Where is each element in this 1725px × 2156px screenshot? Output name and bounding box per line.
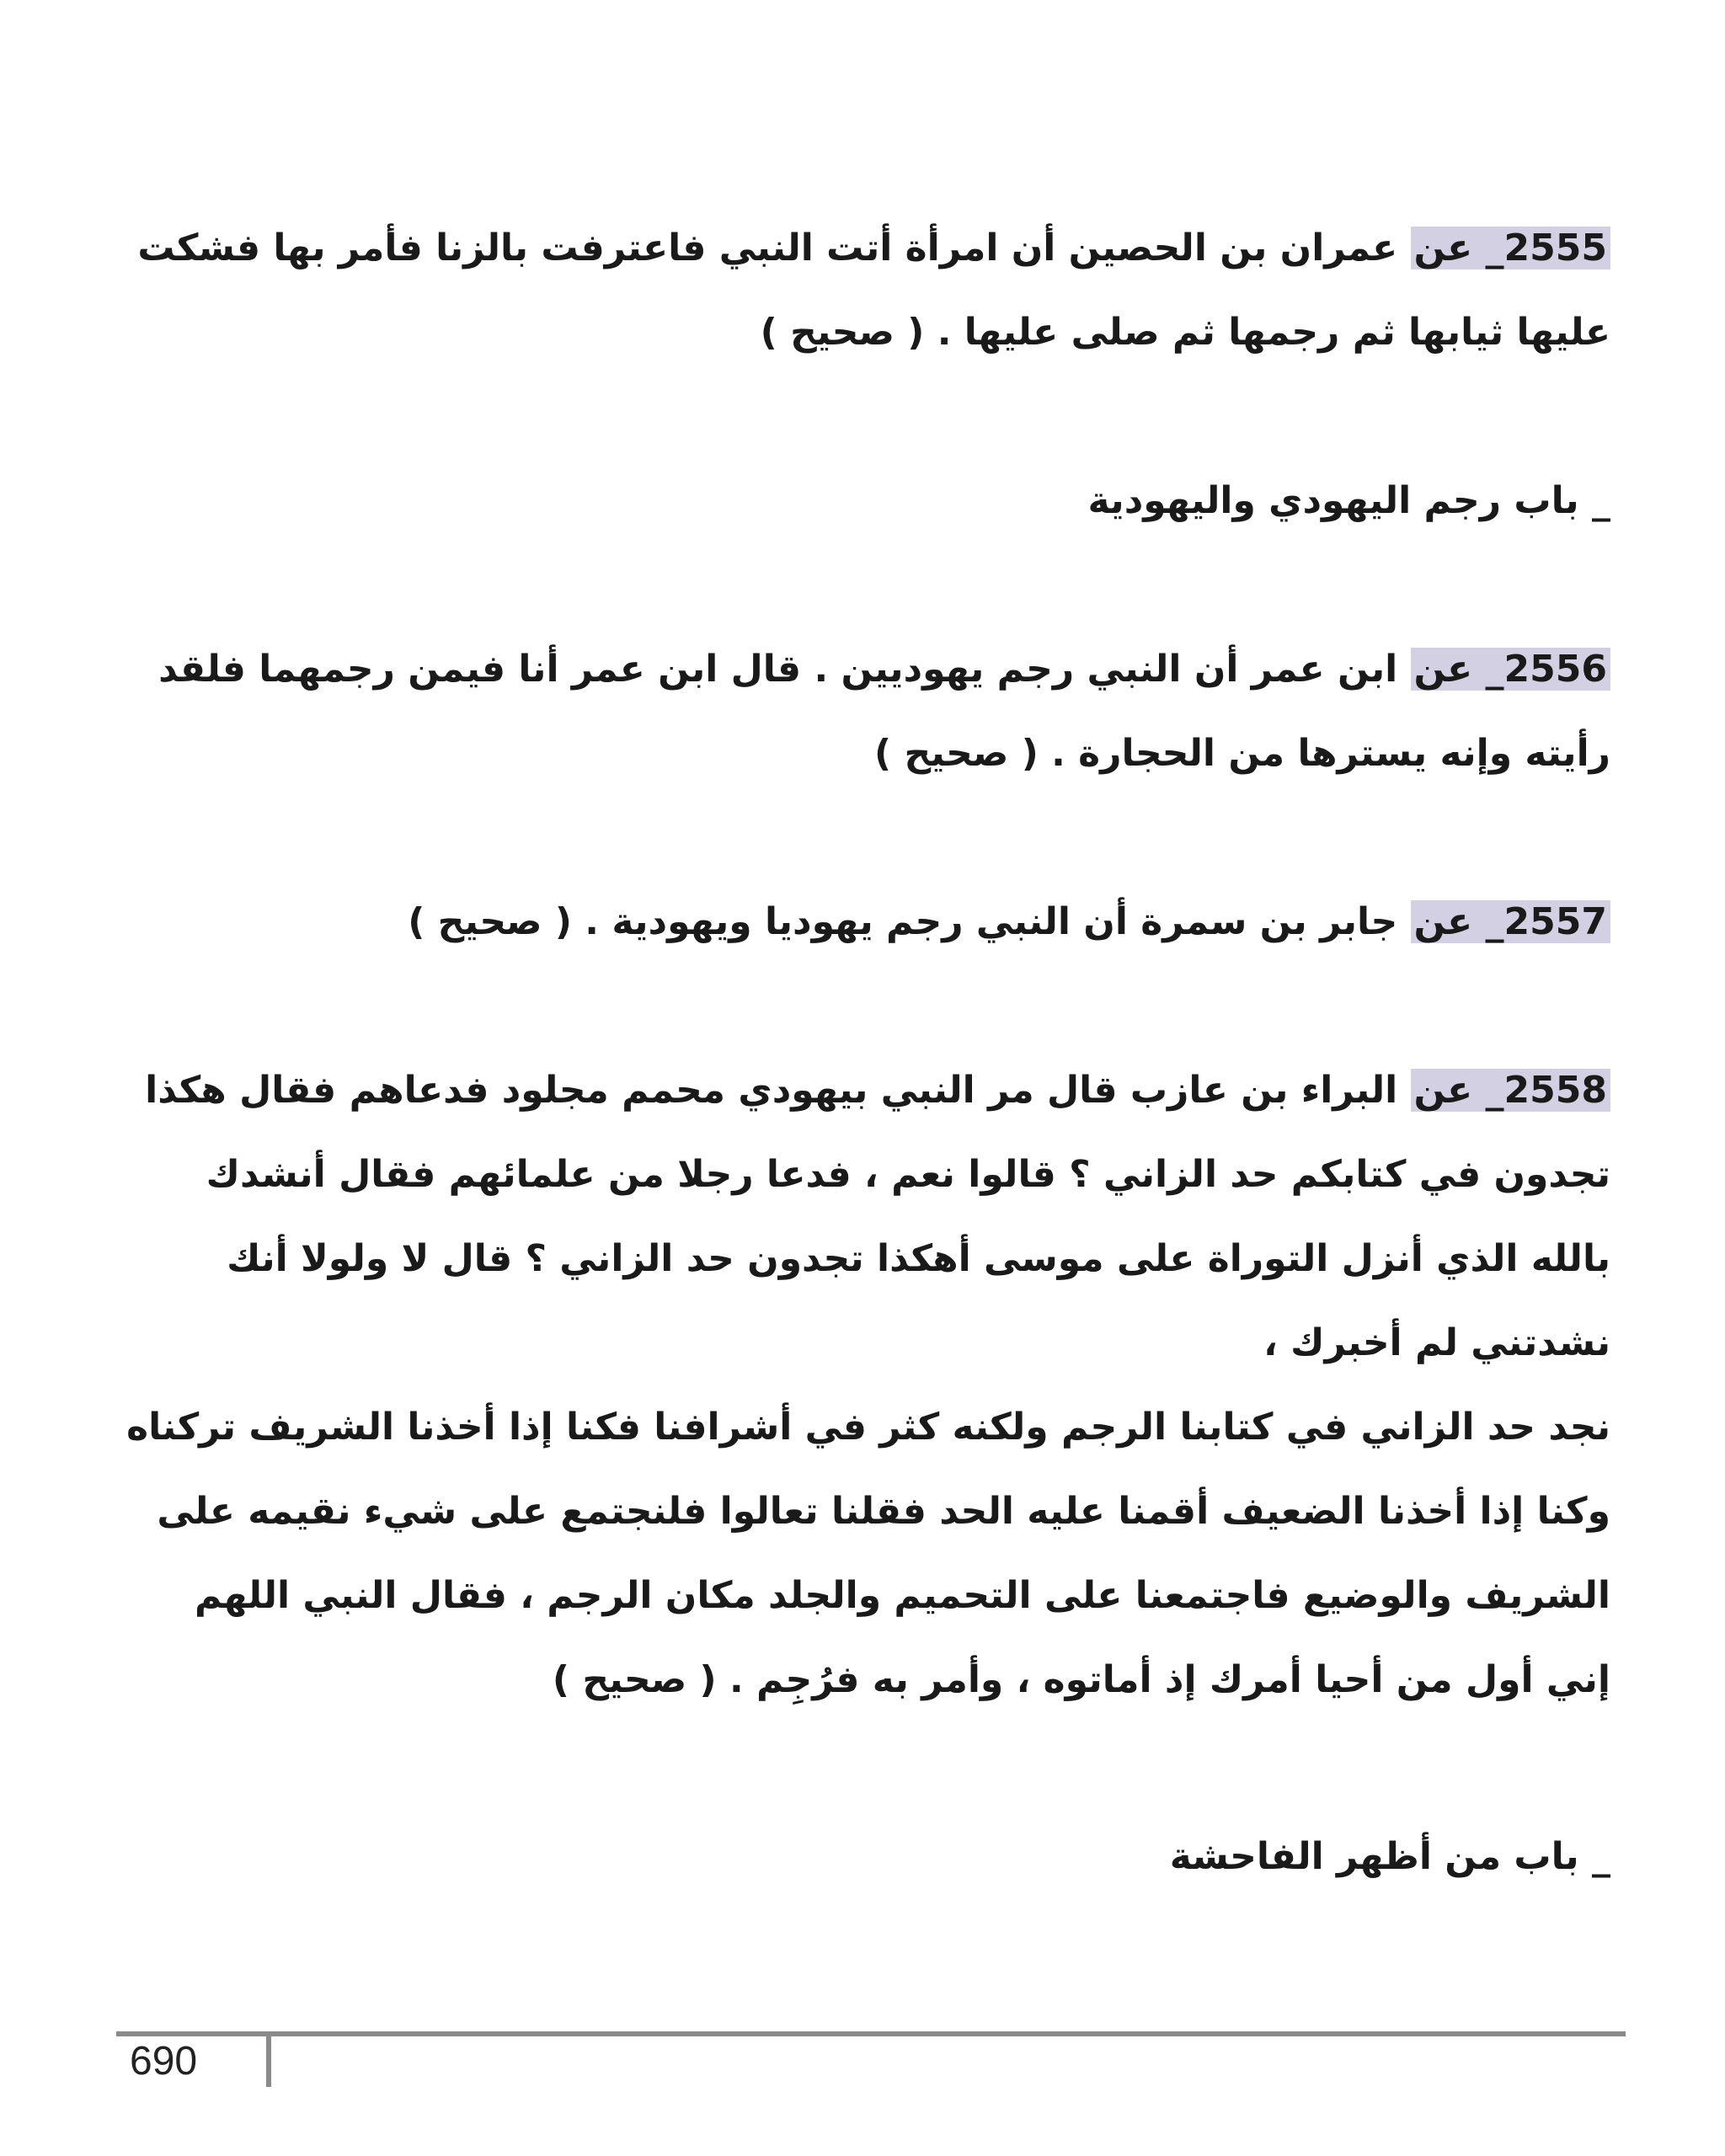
hadith-2555 bbox=[126, 206, 1610, 375]
hadith-number: 2555_ عن bbox=[1411, 227, 1610, 270]
hadith-2558-continuation: نجد حد الزاني في كتابنا الرجم ولكنه كثر في أشرافنا فكنا إذا أخذنا الشريف تركناه وكنا إذا أخذنا الضعيف أقمنا عليه الحد فقلنا تعالوا فلنجتمع على شيء نقيمه على الشريف والوضيع فاجتمعنا على التحميم والجلد مكان الرجم ، فقال النبي اللهم إني أول من أحيا أمرك إذ أماتوه ، وأمر به فرُجِم . ( صحيح ) bbox=[126, 1406, 1610, 1701]
hadith-2558 bbox=[126, 1049, 1610, 1385]
hadith-text: ابن عمر أن النبي رجم يهوديين . قال ابن عمر أنا فيمن رجمهما فلقد رأيته وإنه يسترها من الحجارة . ( صحيح ) bbox=[158, 648, 1610, 775]
chapter-heading-indecency: _ باب من أظهر الفاحشة bbox=[1169, 1835, 1610, 1878]
hadith-number: 2557_ عن bbox=[1411, 900, 1610, 943]
hadith-2556 bbox=[126, 627, 1610, 796]
chapter-heading-jews-stoning: _ باب رجم اليهودي واليهودية bbox=[1087, 479, 1610, 522]
hadith-number: 2556_ عن bbox=[1411, 648, 1610, 691]
footer-rule bbox=[116, 2031, 1626, 2036]
footer-divider-tick bbox=[266, 2036, 271, 2087]
hadith-text: جابر بن سمرة أن النبي رجم يهوديا ويهودية . ( صحيح ) bbox=[408, 900, 1411, 943]
page-number: 690 bbox=[130, 2039, 198, 2084]
hadith-text: البراء بن عازب قال مر النبي بيهودي محمم مجلود فدعاهم فقال هكذا تجدون في كتابكم حد الزاني ؟ قالوا نعم ، فدعا رجلا من علمائهم فقال أنشدك بالله الذي أنزل التوراة على موسى أهكذا تجدون حد الزاني ؟ قال لا ولولا أنك نشدتني لم أخبرك ، bbox=[145, 1069, 1610, 1364]
hadith-text: عمران بن الحصين أن امرأة أتت النبي فاعترفت بالزنا فأمر بها فشكت عليها ثيابها ثم رجمها ثم صلى عليها . ( صحيح ) bbox=[137, 227, 1610, 354]
hadith-number: 2558_ عن bbox=[1411, 1069, 1610, 1112]
hadith-2557 bbox=[126, 880, 1610, 964]
